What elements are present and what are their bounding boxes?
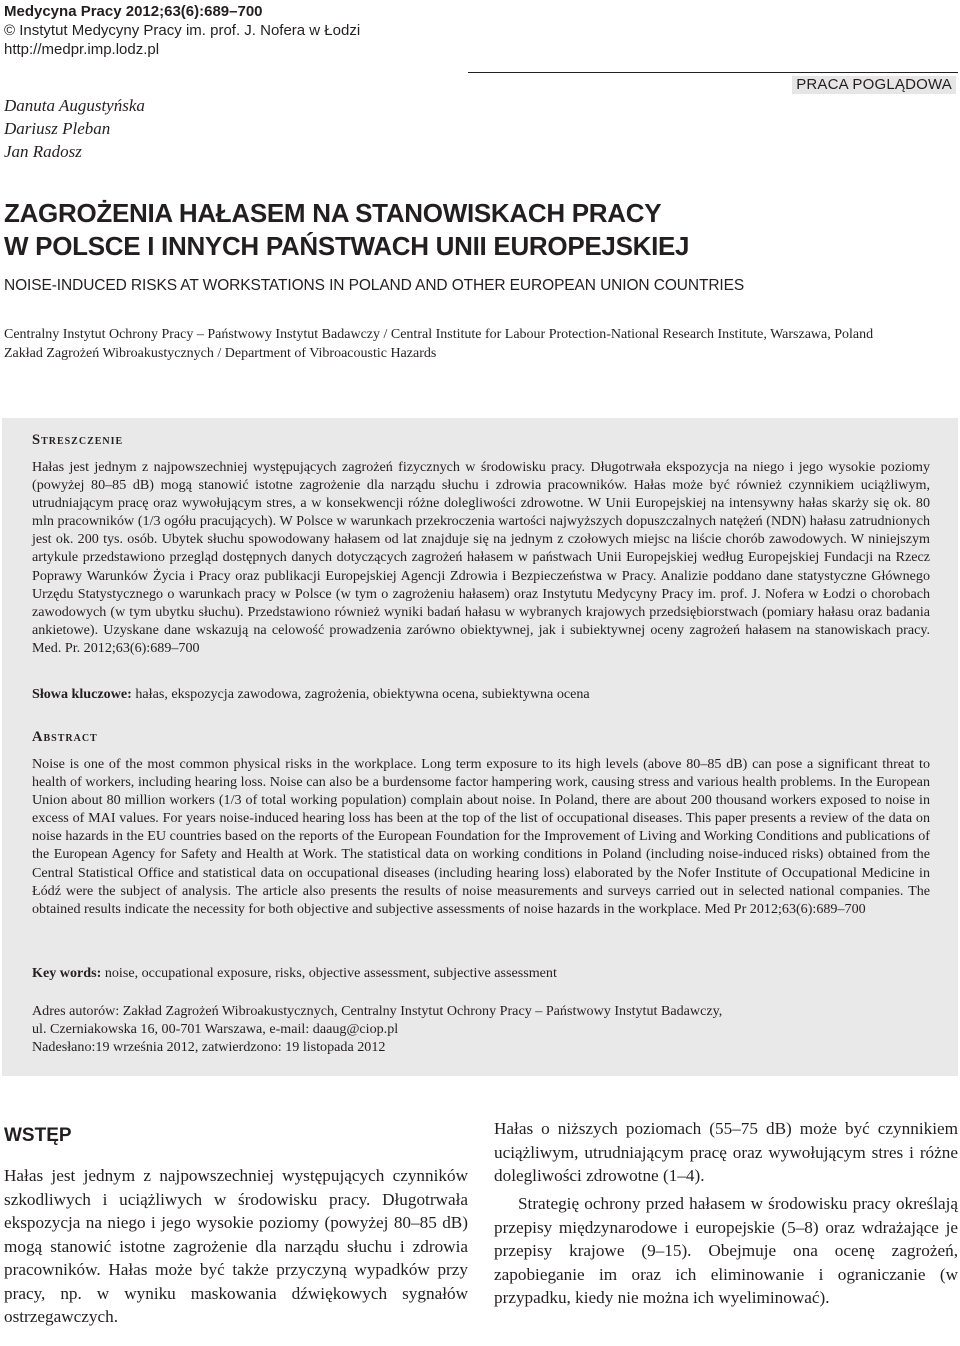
author-name: Jan Radosz: [4, 142, 82, 161]
title-polish: [4, 197, 954, 263]
address-line: Adres autorów: Zakład Zagrożeń Wibroakustycznych, Centralny Instytut Ochrony Pracy – Państwowy Instytut Badawczy,: [32, 1003, 723, 1019]
intro-right-paragraph-1: Hałas o niższych poziomach (55–75 dB) może być czynnikiem uciążliwym, utrudniającym pracę oraz wywołującym stres i różne dolegliwości zdrowotne (1–4).: [494, 1119, 958, 1185]
author-list: [4, 94, 145, 163]
abstract-heading: Abstract: [32, 729, 98, 745]
journal-publisher: © Instytut Medycyny Pracy im. prof. J. Nofera w Łodzi: [4, 22, 361, 39]
title-polish-line: ZAGROŻENIA HAŁASEM NA STANOWISKACH PRACY: [4, 198, 662, 228]
affiliation-institute: Centralny Instytut Ochrony Pracy – Państwowy Instytut Badawczy / Central Institute for Labour Protection-National Research Institute, Warszawa, Poland: [4, 327, 874, 342]
streszczenie-text: Hałas jest jednym z najpowszechniej występujących zagrożeń fizycznych w środowisku pracy. Długotrwała ekspozycja na niego i jego wysokie poziomy (powyżej 80–85 dB) mogą stanowić istotne zagrożenie dla narządu słuchu i zdrowia pracowników. Hałas może być również czynnikiem uciążliwym, utrudniającym pracę oraz wywołującym stres, a w konsekwencji różne dolegliwości zdrowotne. W Unii Europejskiej na intensywny hałas skarży się ok. 80 mln pracowników (1/3 ogółu pracujących). W Polsce w warunkach przekroczenia wartości najwyższych dopuszczalnych natężeń (NDN) hałasu zatrudnionych jest ok. 200 tys. osób. Ubytek słuchu spowodowany hałasem od lat znajduje się na jednym z czołowych miejsc na liście chorób zawodowych. W niniejszym artykule przedstawiono przegląd dostępnych danych dotyczących zagrożeń hałasem w państwach Unii Europejskiej według Europejskiej Fundacji na Rzecz Poprawy Warunków Życia i Pracy oraz publikacji Europejskiej Agencji Zdrowia i Bezpieczeństwa w Pracy. Analizie poddano dane statystyczne Głównego Urzędu Statystycznego o warunkach pracy w Polsce (w tym o zagrożeniu hałasem) oraz Instytutu Medycyny Pracy im. prof. J. Nofera w Łodzi o chorobach zawodowych (w tym ubytku słuchu). Przedstawiono również wyniki badań hałasu w wybranych krajowych przedsiębiorstwach (pomiary hałasu oraz badania ankietowe). Uzyskane dane wskazują na celowość prowadzenia zarówno obiektywnej, jak i subiektywnej oceny zagrożeń hałasem na stanowiskach pracy. Med. Pr. 2012;63(6):689–700: [32, 459, 930, 656]
intro-heading: WSTĘP: [4, 1125, 72, 1146]
abstract-keywords: [32, 964, 930, 982]
address-line: ul. Czerniakowska 16, 00-701 Warszawa, e-mail: daaug@ciop.pl: [32, 1021, 399, 1038]
article-type-badge: PRACA POGLĄDOWA: [792, 76, 956, 94]
affiliation: [4, 326, 954, 363]
header-rule: [468, 72, 958, 73]
title-polish-line: W POLSCE I INNYCH PAŃSTWACH UNII EUROPEJSKIEJ: [4, 231, 690, 261]
keywords-text: hałas, ekspozycja zawodowa, zagrożenia, obiektywna ocena, subiektywna ocena: [135, 686, 590, 702]
journal-title: Medycyna Pracy 2012;63(6):689–700: [4, 3, 263, 20]
intro-right-paragraph-2: Strategię ochrony przed hałasem w środowisku pracy określają przepisy międzynarodowe i europejskie (5–8) oraz wdrażające je przepisy krajowe (9–15). Obejmuje ona ocenę zagrożeń, zapobieganie im oraz ich eliminowanie i ograniczanie (w przypadku, kiedy nie można ich wyeliminować).: [494, 1194, 958, 1307]
streszczenie-keywords: [32, 685, 930, 703]
author-name: Dariusz Pleban: [4, 119, 111, 138]
author-name: Danuta Augustyńska: [4, 96, 145, 115]
keywords-label: Słowa kluczowe:: [32, 686, 132, 702]
author-address: [32, 1002, 930, 1056]
keywords-label: Key words:: [32, 965, 102, 981]
affiliation-department: Zakład Zagrożeń Wibroakustycznych / Department of Vibroacoustic Hazards: [4, 345, 437, 361]
journal-header: [4, 2, 360, 59]
title-english: NOISE-INDUCED RISKS AT WORKSTATIONS IN POLAND AND OTHER EUROPEAN UNION COUNTRIES: [4, 277, 745, 294]
abstract-text: Noise is one of the most common physical risks in the workplace. Long term exposure to its high levels (above 80–85 dB) can pose a significant threat to health of workers, including hearing loss. Noise can also be a burdensome factor hampering work, causing stress and various health problems. In the European Union about 80 million workers (1/3 of total working population) complain about noise. In Poland, there are about 200 thousand workers exposed to noise in excess of MAI values. For years noise-induced hearing loss has been at the top of the list of occupational diseases. This paper presents a review of the data on noise hazards in the EU countries based on the reports of the European Foundation for the Improvement of Living and Working Conditions and publications of the European Agency for Safety and Health at Work. The statistical data on working conditions in Poland (including noise-induced risks) obtained from the Central Statistical Office and statistical data on occupational diseases (including hearing loss) elaborated by the Nofer Institute of Occupational Medicine in Łódź were the subject of analysis. The article also presents the results of noise measurements and surveys carried out in selected national companies. The obtained results indicate the necessity for both objective and subjective assessments of noise hazards in the workplace. Med Pr 2012;63(6):689–700: [32, 756, 930, 917]
keywords-text: noise, occupational exposure, risks, objective assessment, subjective assessment: [104, 965, 557, 981]
intro-left-paragraph: Hałas jest jednym z najpowszechniej występujących czynników szkodliwych i uciążliwych w środowisku pracy. Długotrwała ekspozycja na niego i jego wysokie poziomy (powyżej 80–85 dB) mogą stanowić istotne zagrożenie dla narządu słuchu i zdrowia pracowników. Hałas może być także przyczyną wypadków przy pracy, np. w wyniku maskowania dźwiękowych sygnałów ostrzegawczych.: [4, 1166, 468, 1326]
submission-dates: Nadesłano:19 września 2012, zatwierdzono: 19 listopada 2012: [32, 1039, 386, 1056]
journal-url[interactable]: http://medpr.imp.lodz.pl: [4, 41, 160, 58]
streszczenie-heading: Streszczenie: [32, 432, 124, 448]
